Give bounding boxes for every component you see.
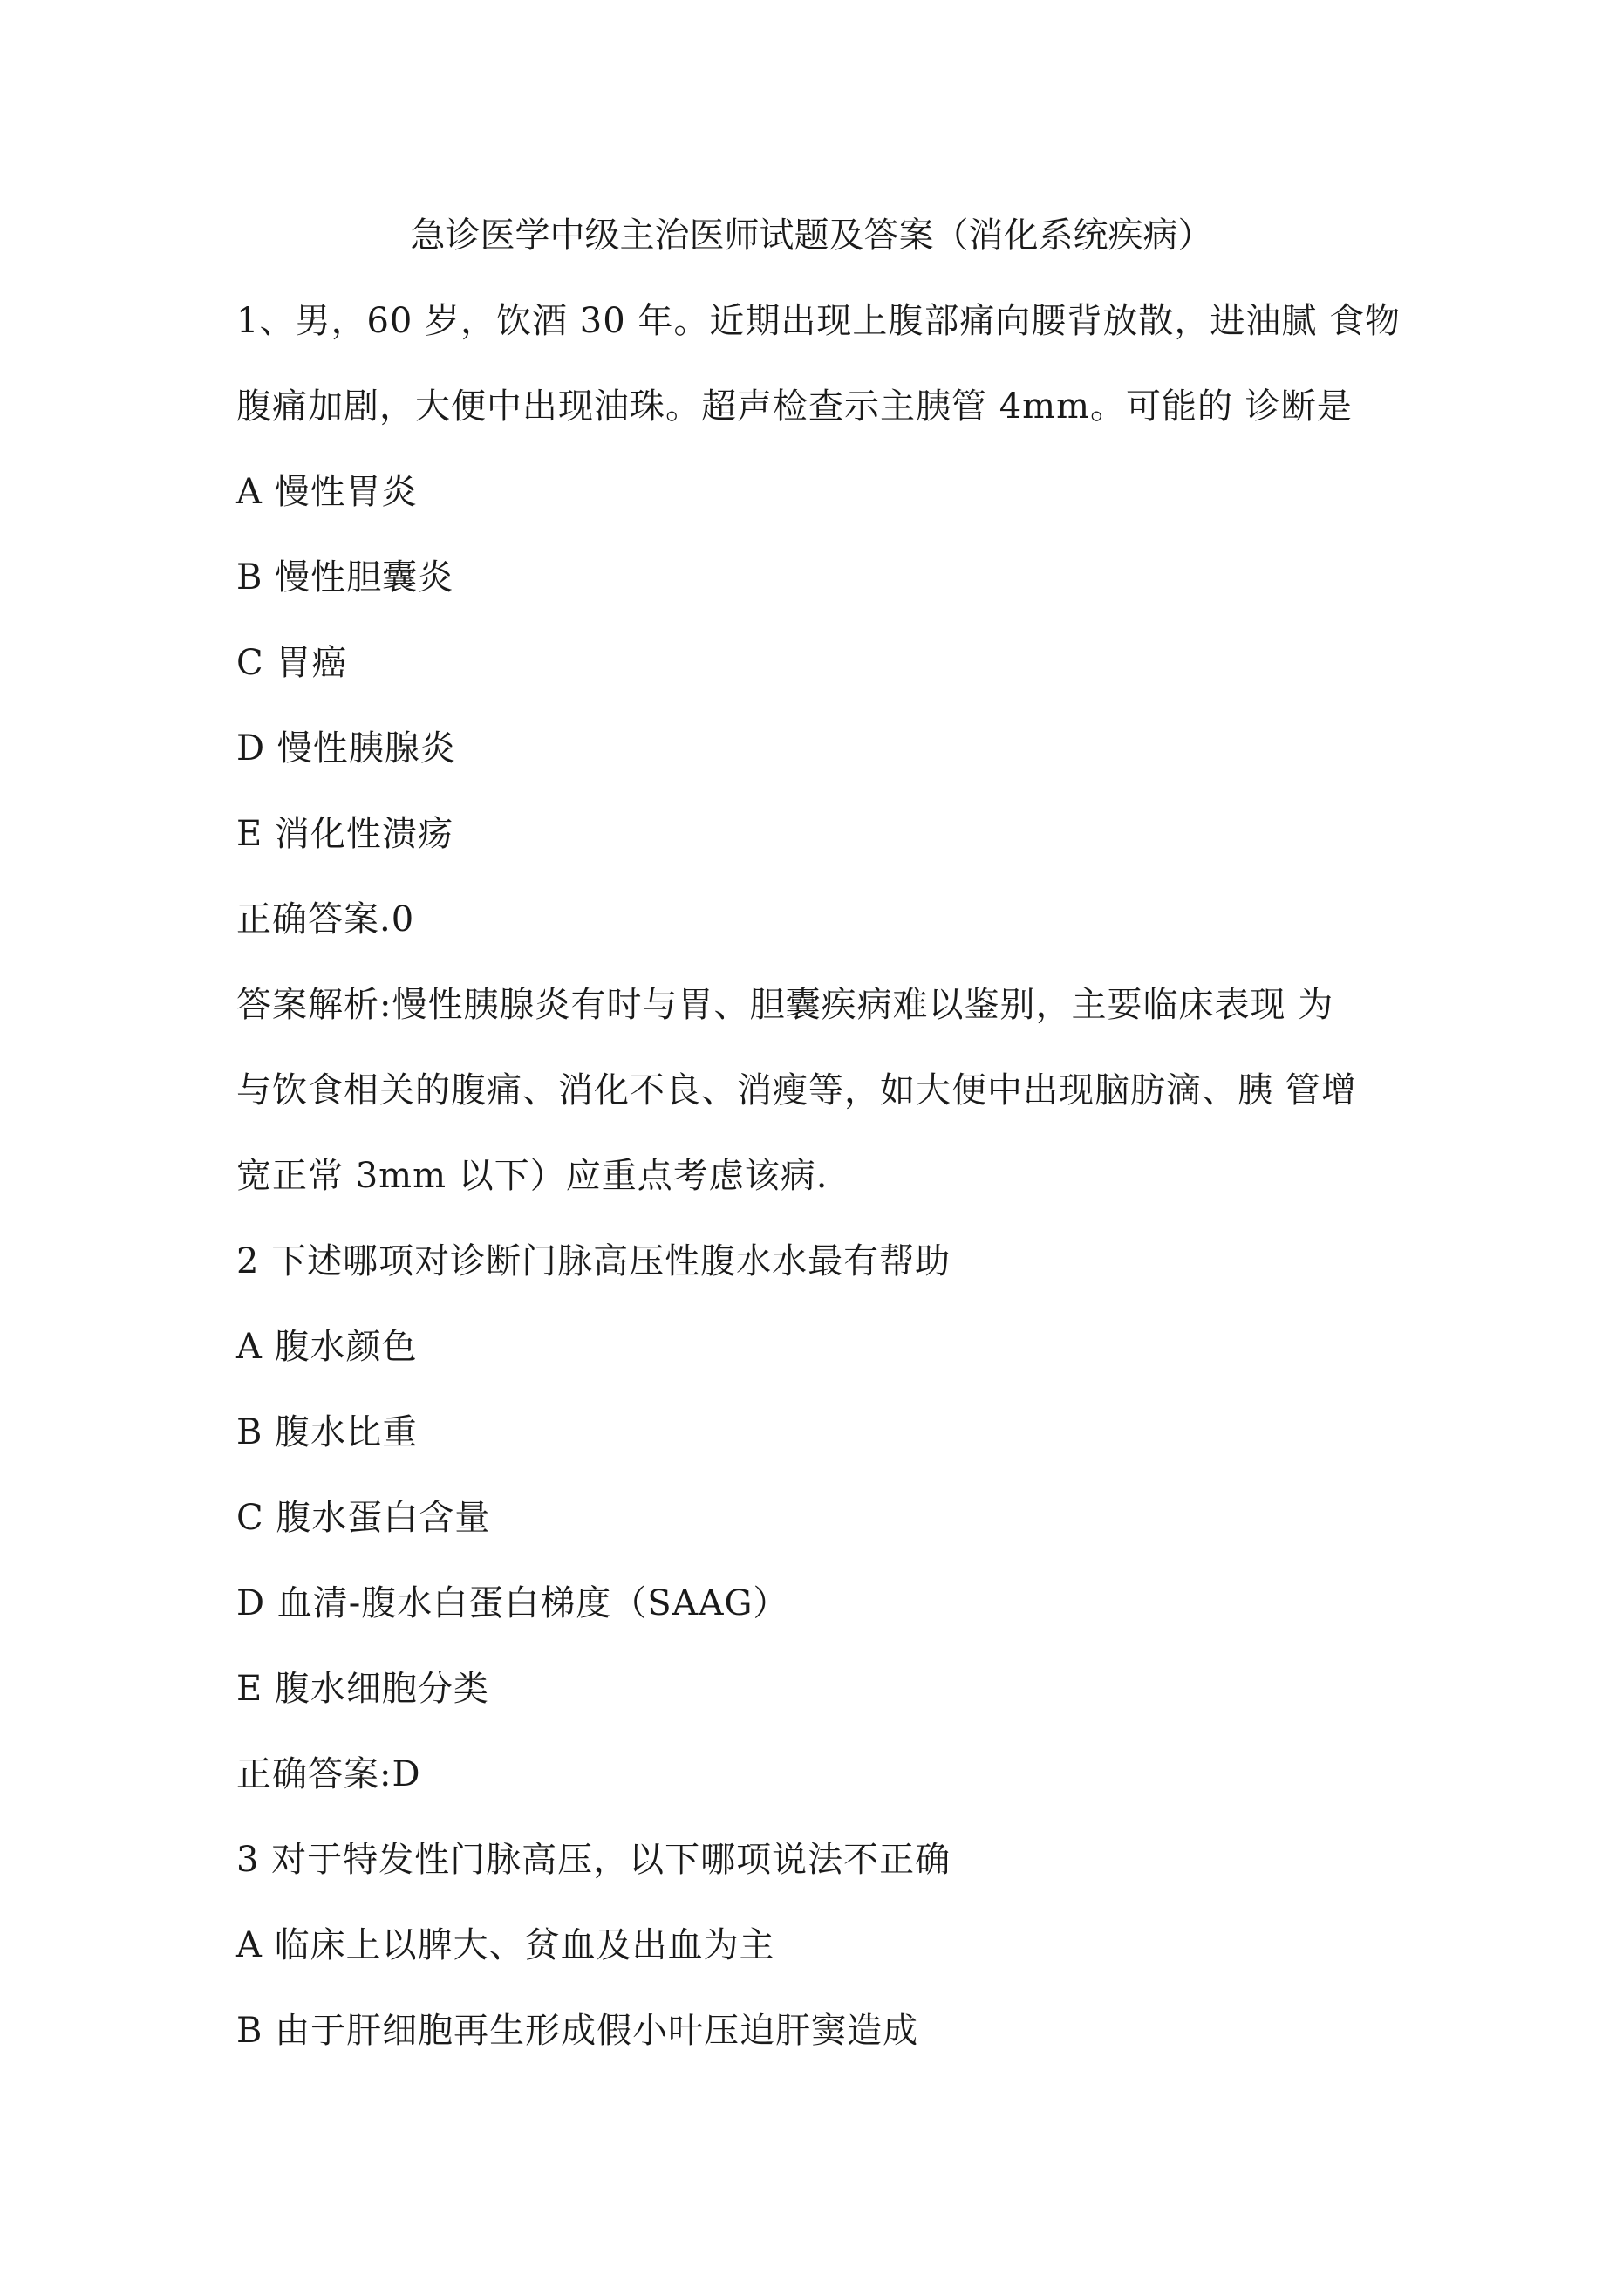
question-2-option-b: B 腹水比重 <box>236 1412 419 1452</box>
question-2-option-a: A 腹水颜色 <box>236 1327 418 1367</box>
question-1-option-d: D 慢性胰腺炎 <box>236 728 456 769</box>
question-2-stem: 2 下述哪项对诊断门脉高压性腹水水最有帮助 <box>236 1241 951 1281</box>
question-1-option-a: A 慢性胃炎 <box>236 472 418 512</box>
question-1-explanation-line-2: 与饮食相关的腹痛、消化不良、消瘦等，如大便中出现脑肪滴、胰 管增 <box>236 1070 1357 1110</box>
document-title: 急诊医学中级主治医师试题及答案（消化系统疾病） <box>410 215 1213 256</box>
question-1-stem-line-1: 1、男，60 岁，饮酒 30 年。近期出现上腹部痛向腰背放散，进油腻 食物 <box>236 301 1401 341</box>
question-2-answer: 正确答案:D <box>236 1754 421 1794</box>
question-2-option-d: D 血清-腹水白蛋白梯度（SAAG） <box>236 1583 789 1623</box>
question-1-stem-line-2: 腹痛加剧，大便中出现油珠。超声检查示主胰管 4mm。可能的 诊断是 <box>236 386 1353 427</box>
question-2-option-c: C 腹水蛋白含量 <box>236 1498 491 1538</box>
question-1-answer: 正确答案.0 <box>236 899 415 940</box>
question-3-stem: 3 对于特发性门脉高压，以下哪项说法不正确 <box>236 1840 951 1880</box>
question-3-option-a: A 临床上以脾大、贫血及出血为主 <box>236 1925 775 1965</box>
question-3-option-b: B 由于肝细胞再生形成假小叶压迫肝窦造成 <box>236 2011 919 2051</box>
question-1-option-b: B 慢性胆囊炎 <box>236 557 454 598</box>
question-1-explanation-line-3: 宽正常 3mm 以下）应重点考虑该病. <box>236 1156 829 1196</box>
question-1-option-e: E 消化性溃疡 <box>236 814 453 854</box>
question-1-option-c: C 胃癌 <box>236 643 348 683</box>
question-2-option-e: E 腹水细胞分类 <box>236 1669 489 1709</box>
question-1-explanation-line-1: 答案解析:慢性胰腺炎有时与胃、胆囊疾病难以鉴别，主要临床表现 为 <box>236 985 1334 1025</box>
